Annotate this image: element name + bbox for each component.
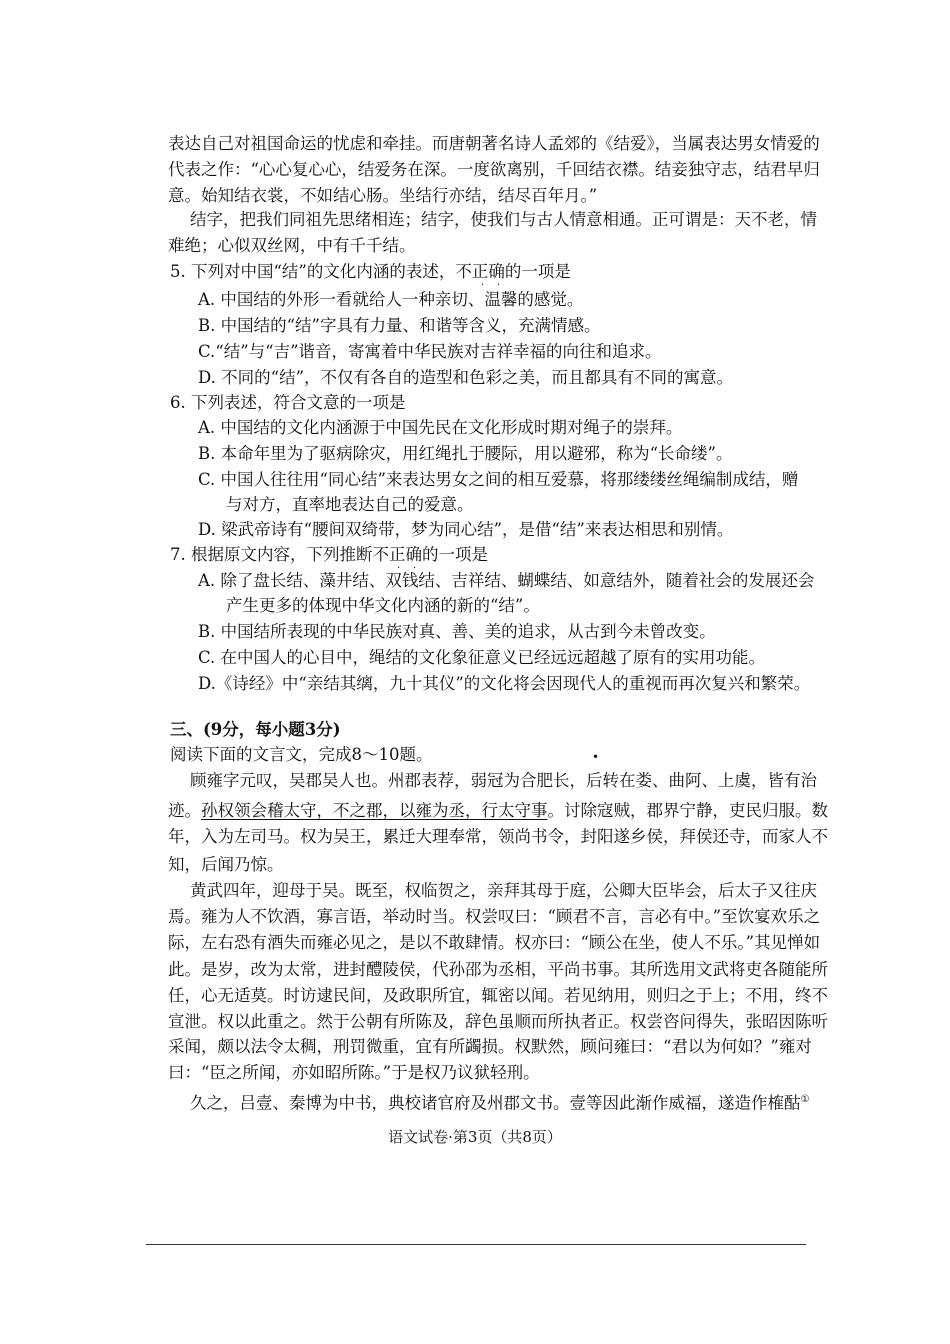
question-7-option-c: C. 在中国人的心目中，绳结的文化象征意义已经远远超越了原有的实用功能。 (198, 648, 766, 667)
classical-text-line: 采闻，颇以法令太稠，刑罚微重，宜有所蠲损。权默然，顾问雍曰：“君以为何如？”雍对 (168, 1037, 812, 1056)
question-7-option-a-continued: 产生更多的体现中华文化内涵的新的“结”。 (226, 596, 540, 615)
classical-text-line: 任，心无适莫。时访逮民间，及政职所宜，辄密以闻。若见纳用，则归之于上；不用，终不 (168, 986, 828, 1005)
underlined-sentence: 孙权领会稽太守，不之郡，以雍为丞，行太守事 (201, 801, 548, 820)
classical-text-fragment: 久之，吕壹、秦博为中书，典校诸官府及州郡文书。壹等因此渐作威福，遂造作榷酤 (190, 1093, 801, 1113)
passage-line: 代表之作：“心心复心心，结爱务在深。一度欲离别，千回结衣襟。结妾独守志，结君早归 (168, 160, 820, 179)
question-6-option-c-continued: 与对方，直率地表达自己的爱意。 (226, 495, 474, 514)
question-6-stem: 6. 下列表述，符合文意的一项是 (170, 393, 406, 412)
classical-text-line: 曰：“臣之所闻，亦如昭所陈。”于是权乃议狱轻刑。 (168, 1063, 540, 1082)
question-5-option-b: B. 中国结的“结”字具有力量、和谐等含义，充满情感。 (198, 316, 601, 335)
classical-text-line: 宣泄。权以此重之。然于公朝有所陈及，辞色虽顺而所执者正。权尝咨问得失，张昭因陈听 (168, 1012, 828, 1031)
footnote-marker: ① (800, 1094, 810, 1105)
passage-line: 意。始知结衣裳，不如结心肠。坐结行亦结，结尽百年月。” (168, 186, 598, 205)
question-5-option-c: C.“结”与“吉”谐音，寄寓着中华民族对吉祥幸福的向往和追求。 (198, 342, 662, 361)
passage-line: 结字，把我们同祖先思绪相连；结字，使我们与古人情意相通。正可谓是：天不老，情 (190, 210, 817, 229)
classical-text-line (168, 801, 950, 821)
emphasis-dot: · (413, 563, 417, 574)
question-7-stem: 7. 根据原文内容，下列推断不正确的一项是 (170, 545, 488, 564)
classical-text-line (190, 1090, 950, 1114)
classical-text-line: 年，入为左司马。权为吴王，累迁大理奉常，领尚书令，封阳遂乡侯，拜侯还寺，而家人不 (168, 827, 828, 846)
classical-text-line: 焉。雍为人不饮酒，寡言语，举动时当。权尝叹曰：“顾君不言，言必有中。”至饮宴欢乐之 (168, 907, 821, 926)
emphasis-dot: · (481, 280, 485, 291)
question-5-option-d: D. 不同的“结”，不仅有各自的造型和色彩之美，而且都具有不同的寓意。 (198, 368, 734, 387)
question-6-option-c: C. 中国人往往用“同心结”来表达男女之间的相互爱慕，将那缕缕丝绳编制成结，赠 (198, 470, 799, 489)
classical-text-line: 知，后闻乃惊。 (168, 855, 284, 874)
classical-text-fragment: 。讨除寇贼，郡界宁静，吏民归服。数 (547, 801, 828, 820)
page-footer: 语文试卷·第3页（共8页） (388, 1128, 562, 1146)
classical-text-line: 黄武四年，迎母于吴。既至，权临贺之，亲拜其母于庭，公卿大臣毕会，后太子又往庆 (190, 881, 817, 900)
section-3-instruction: 阅读下面的文言文，完成8～10题。 (170, 745, 433, 764)
classical-text-line: 此。是岁，改为太常，进封醴陵侯，代孙邵为丞相，平尚书事。其所选用文武将吏各随能所 (168, 960, 828, 979)
question-6-option-d: D. 梁武帝诗有“腰间双绮带，梦为同心结”，是借“结”来表达相思和别情。 (198, 520, 734, 539)
question-6-option-a: A. 中国结的文化内涵源于中国先民在文化形成时期对绳子的崇拜。 (198, 418, 683, 437)
classical-text-fragment: 迹。 (168, 801, 201, 820)
passage-line: 表达自己对祖国命运的忧虑和牵挂。而唐朝著名诗人孟郊的《结爱》，当属表达男女情爱的 (168, 134, 820, 153)
question-5-stem: 5. 下列对中国“结”的文化内涵的表述，不正确的一项是 (170, 262, 571, 281)
section-3-heading: 三、(9分，每小题3分) (170, 720, 341, 739)
stray-dot: • (592, 750, 600, 764)
question-6-option-b: B. 本命年里为了驱病除灾，用红绳扎于腰际，用以避邪，称为“长命缕”。 (198, 444, 733, 463)
emphasis-dot: · (497, 280, 501, 291)
bottom-rule (146, 1244, 806, 1245)
question-7-option-d: D.《诗经》中“亲结其缡，九十其仪”的文化将会因现代人的重视而再次复兴和繁荣。 (198, 674, 811, 693)
classical-text-line: 顾雍字元叹，吴郡吴人也。州郡表荐，弱冠为合肥长，后转在娄、曲阿、上虞，皆有治 (190, 771, 817, 790)
question-7-option-b: B. 中国结所表现的中华民族对真、善、美的追求，从古到今未曾改变。 (198, 622, 716, 641)
passage-line: 难绝；心似双丝网，中有千千结。 (168, 236, 416, 255)
question-7-option-a: A. 除了盘长结、藻井结、双钱结、吉祥结、蝴蝶结、如意结外，随着社会的发展还会 (198, 571, 815, 590)
classical-text-line: 际，左右恐有酒失而雍必见之，是以不敢肆情。权亦曰：“顾公在坐，使人不乐。”其见惮如 (168, 933, 821, 952)
emphasis-dot: · (397, 563, 401, 574)
question-5-option-a: A. 中国结的外形一看就给人一种亲切、温馨的感觉。 (198, 290, 584, 309)
